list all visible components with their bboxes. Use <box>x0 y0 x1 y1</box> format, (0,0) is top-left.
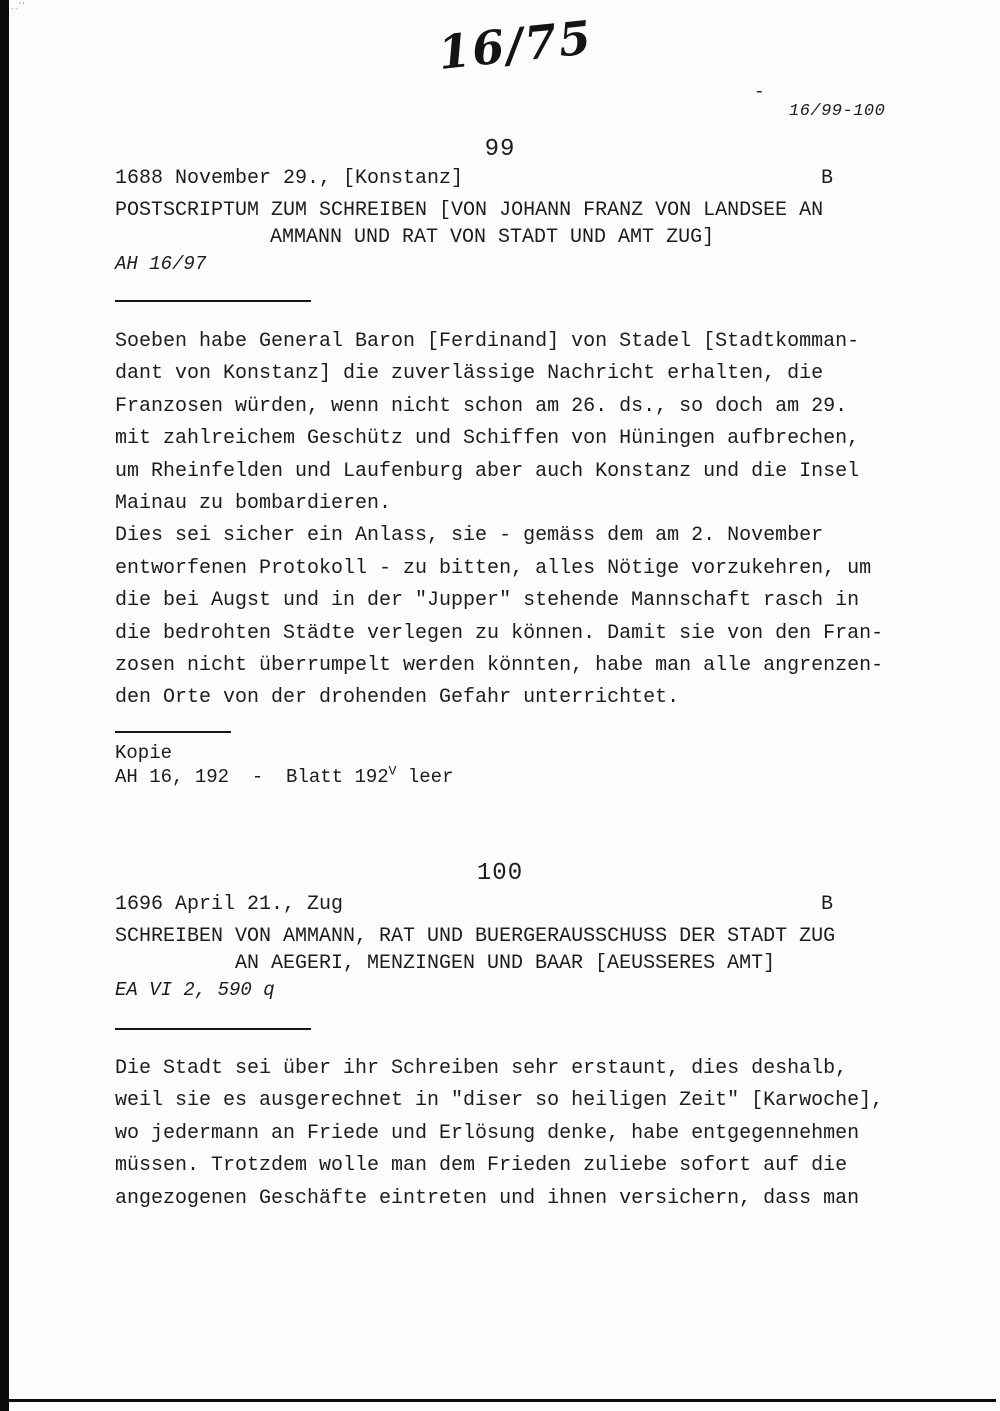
entry-99-divider-rule <box>115 300 311 302</box>
entry-99-source-note <box>115 763 454 788</box>
page-reference: 16/99-100 <box>789 102 886 121</box>
entry-100-title-line-1: SCHREIBEN VON AMMANN, RAT UND BUERGERAUSSCHUSS DER STADT ZUG <box>115 925 836 948</box>
scan-bottom-line <box>8 1399 996 1402</box>
entry-100-dateline: 1696 April 21., Zug <box>115 893 344 916</box>
handwritten-dash-mark: - <box>756 78 763 102</box>
scan-edge-bar <box>0 0 9 1411</box>
entry-99-copy-note: Kopie <box>115 742 173 764</box>
entry-100-body-text: Die Stadt sei über ihr Schreiben sehr erstaunt, dies deshalb, weil sie es ausgerechnet in "diser so heiligen Zeit" [Karwoche], wo jedermann an Friede und Erlösung denke, habe entgegennehmen müssen. Trotzdem wolle man dem Frieden zuliebe sofort auf die angezogenen Geschäfte eintreten und ihnen versichern, dass man <box>115 1057 884 1210</box>
entry-100-divider-rule <box>115 1028 311 1030</box>
source-note-suffix: leer <box>396 766 454 788</box>
entry-100-side-letter: B <box>821 893 834 916</box>
source-note-superscript: V <box>388 763 397 779</box>
entry-100-title-line-2: AN AEGERI, MENZINGEN UND BAAR [AEUSSERES AMT] <box>235 952 776 975</box>
entry-100-number: 100 <box>476 860 524 887</box>
handwritten-note: 16/75 <box>435 10 596 80</box>
source-note-text: AH 16, 192 - Blatt 192 <box>115 766 389 788</box>
entry-99-title-line-2: AMMANN UND RAT VON STADT UND AMT ZUG] <box>270 226 715 249</box>
entry-99-dateline: 1688 November 29., [Konstanz] <box>115 167 464 190</box>
entry-99-body-text: Soeben habe General Baron [Ferdinand] von Stadel [Stadtkomman- dant von Konstanz] die zuverlässige Nachricht erhalten, die Franzosen würden, wenn nicht schon am 26. ds., so doch am 29. mit zahlreichem Geschütz und Schiffen von Hüningen aufbrechen, um Rheinfelden und Laufenburg aber auch Konstanz und die Insel Mainau zu bombardieren. Dies sei sicher ein Anlass, sie - gemäss dem am 2. November entworfenen Protokoll - zu bitten, alles Nötige vorzukehren, um die bei Augst und in der "Jupper" stehende Mannschaft rasch in die bedrohten Städte verlegen zu können. Damit sie von den Fran- zosen nicht überrumpelt werden könnten, habe man alle angrenzen- den Orte von der drohenden Gefahr unterrichtet. <box>115 330 884 710</box>
entry-100-archive-reference: EA VI 2, 590 q <box>115 979 275 1001</box>
entry-99-archive-reference: AH 16/97 <box>115 253 207 275</box>
entry-99-side-letter: B <box>821 167 834 190</box>
entry-99-footer-rule <box>115 731 231 733</box>
entry-99-title-line-1: POSTSCRIPTUM ZUM SCHREIBEN [VON JOHANN FRANZ VON LANDSEE AN <box>115 199 824 222</box>
scan-corner-smudge: ..'' <box>11 2 26 12</box>
entry-99-number: 99 <box>484 136 516 163</box>
